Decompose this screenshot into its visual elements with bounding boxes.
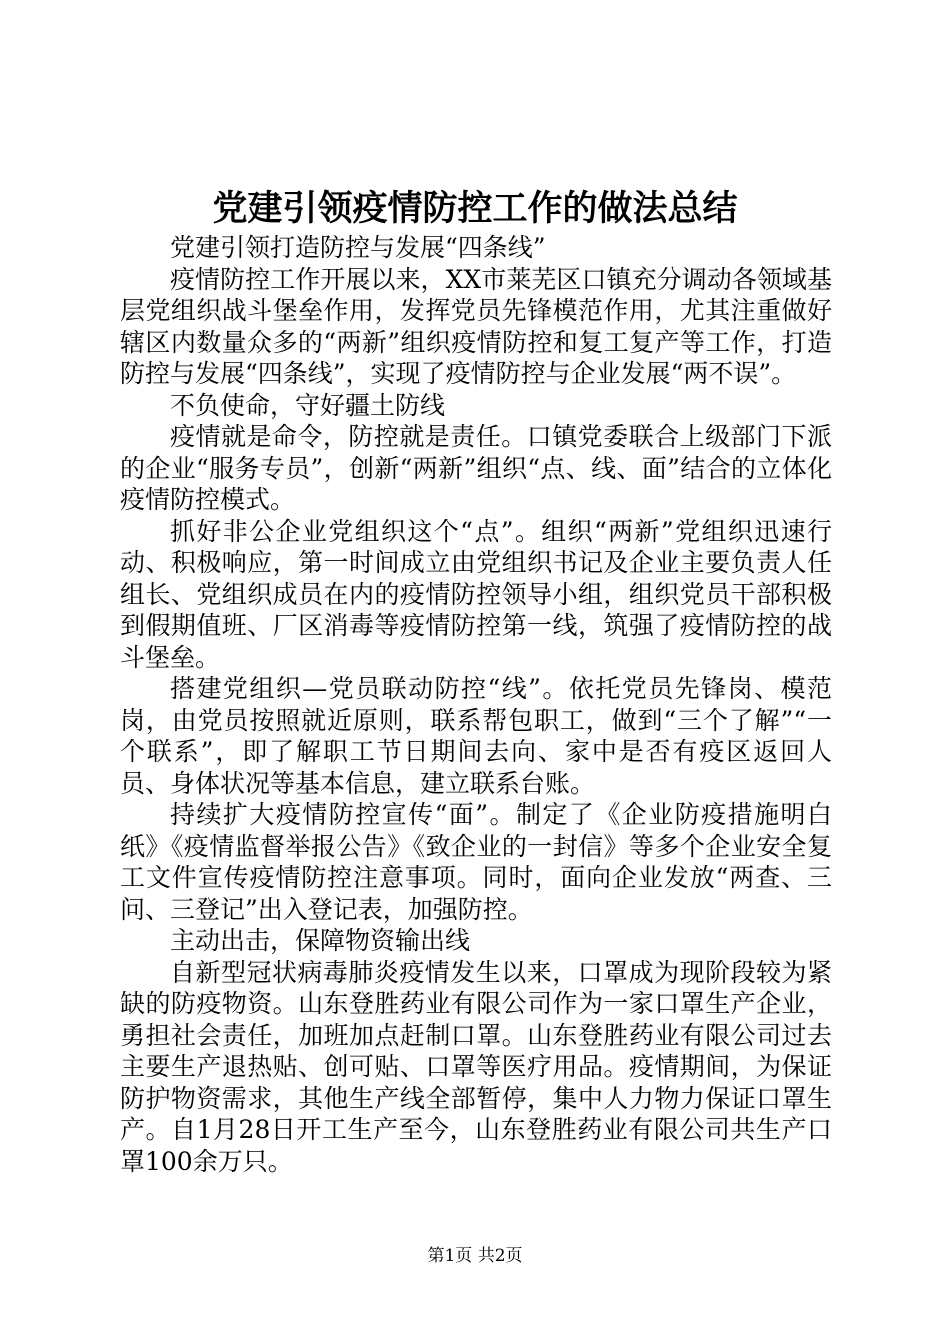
- intro-paragraph: 疫情防控工作开展以来，XX市莱芜区口镇充分调动各领域基层党组织战斗堡垒作用，发挥党员先锋模范作用，尤其注重做好辖区内数量众多的“两新”组织疫情防控和复工复产等工作，打造防控与发展“四条线”，实现了疫情防控与企业发展“两不误”。: [120, 264, 832, 388]
- body-paragraph: 抓好非公企业党组织这个“点”。组织“两新”党组织迅速行动、积极响应，第一时间成立由党组织书记及企业主要负责人任组长、党组织成员在内的疫情防控领导小组，组织党员干部积极到假期值班、厂区消毒等疫情防控第一线，筑强了疫情防控的战斗堡垒。: [120, 516, 832, 672]
- section-heading-defense-line: 不负使命，守好疆土防线: [170, 390, 446, 420]
- section-heading-supply-line: 主动出击，保障物资输出线: [170, 926, 471, 955]
- document-body: [120, 232, 832, 1177]
- body-paragraph: 持续扩大疫情防控宣传“面”。制定了《企业防疫措施明白纸》《疫情监督举报公告》《致企业的一封信》等多个企业安全复工文件宣传疫情防控注意事项。同时，面向企业发放“两查、三问、三登记”出入登记表，加强防控。: [120, 800, 832, 924]
- subtitle-paragraph: 党建引领打造防控与发展“四条线”: [170, 233, 546, 262]
- document-title: 党建引领疫情防控工作的做法总结: [212, 188, 738, 229]
- body-paragraph: 疫情就是命令，防控就是责任。口镇党委联合上级部门下派的企业“服务专员”，创新“两新”组织“点、线、面”结合的立体化疫情防控模式。: [120, 422, 832, 514]
- body-paragraph: 自新型冠状病毒肺炎疫情发生以来，口罩成为现阶段较为紧缺的防疫物资。山东登胜药业有限公司作为一家口罩生产企业，勇担社会责任，加班加点赶制口罩。山东登胜药业有限公司过去主要生产退热贴、创可贴、口罩等医疗用品。疫情期间，为保证防护物资需求，其他生产线全部暂停，集中人力物力保证口罩生产。自1月28日开工生产至今，山东登胜药业有限公司共生产口罩100余万只。: [120, 957, 832, 1176]
- body-paragraph: 搭建党组织—党员联动防控“线”。依托党员先锋岗、模范岗，由党员按照就近原则，联系帮包职工，做到“三个了解”“一个联系”，即了解职工节日期间去向、家中是否有疫区返回人员、身体状况等基本信息，建立联系台账。: [120, 674, 832, 798]
- page-number-footer: 第1页 共2页: [427, 1246, 523, 1266]
